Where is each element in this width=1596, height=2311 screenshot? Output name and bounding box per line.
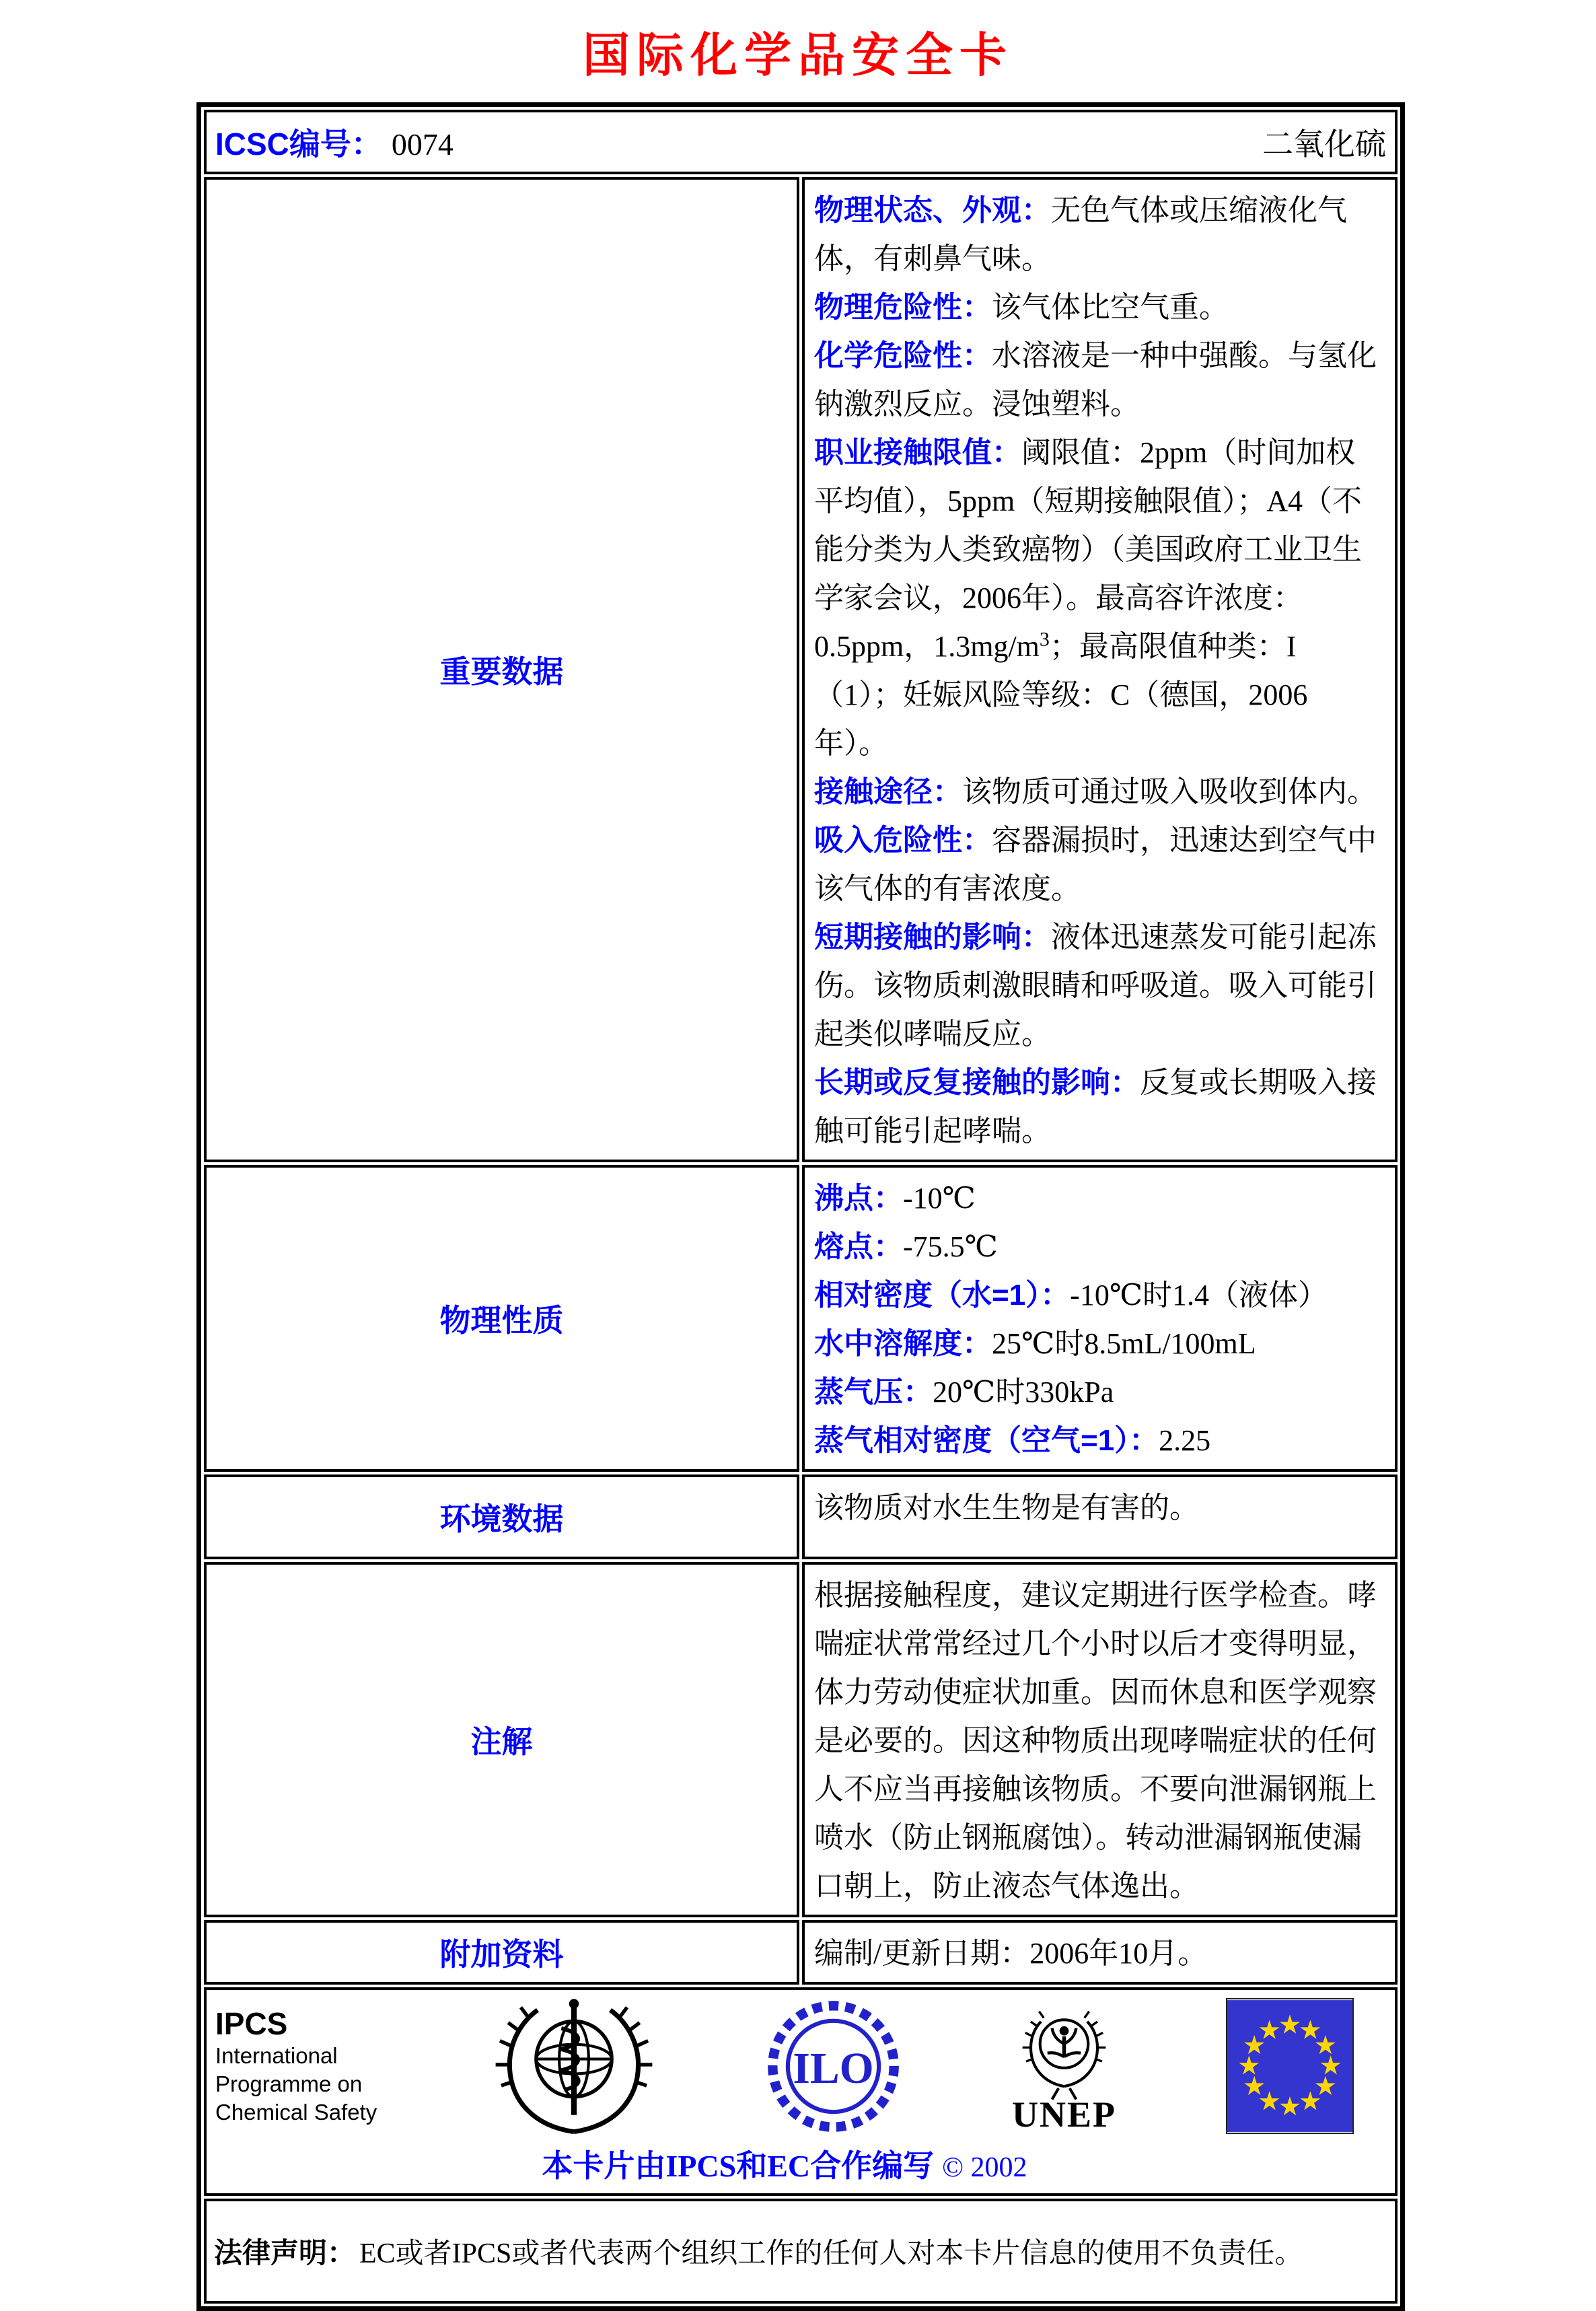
vapor-pressure: 蒸气压：20℃时330kPa xyxy=(814,1376,1114,1409)
unep-word: UNEP xyxy=(1012,2094,1116,2135)
boiling-point: 沸点：-10℃ xyxy=(814,1182,976,1215)
chemical-name: 二氧化硫 xyxy=(1262,127,1386,162)
water-solubility: 水中溶解度：25℃时8.5mL/100mL xyxy=(814,1327,1256,1360)
logos-row xyxy=(204,1987,1398,2196)
melting-point: 熔点：-75.5℃ xyxy=(814,1230,998,1263)
additional-info-text: 编制/更新日期：2006年10月。 xyxy=(814,1937,1208,1970)
ilo-logo-icon xyxy=(764,1997,902,2135)
ipcs-text-block xyxy=(215,2005,384,2127)
environmental-data-text: 该物质对水生生物是有害的。 xyxy=(814,1491,1199,1524)
superscript-3: 3 xyxy=(1039,628,1050,651)
relative-density-water: 相对密度（水=1）：-10℃时1.4（液体） xyxy=(814,1279,1328,1312)
icsc-table xyxy=(196,102,1405,2311)
short-term-effects: 短期接触的影响：液体迅速蒸发可能引起冻伤。该物质刺激眼睛和呼吸道。吸入可能引起类似哮喘反应。 xyxy=(814,921,1377,1051)
credit-line xyxy=(215,2137,1354,2193)
legal-row xyxy=(204,2199,1398,2304)
environmental-data-content xyxy=(802,1474,1398,1559)
ipcs-line-2: Programme on xyxy=(215,2071,363,2096)
exposure-routes: 接触途径：该物质可通过吸入吸收到体内。 xyxy=(814,775,1377,808)
icsc-number-label: ICSC编号： xyxy=(215,127,382,162)
copyright-text: © 2002 xyxy=(942,2152,1027,2183)
vapor-relative-density: 蒸气相对密度（空气=1）：2.25 xyxy=(814,1424,1211,1457)
who-logo-icon xyxy=(490,1995,658,2137)
important-data-content xyxy=(802,177,1398,1162)
ipcs-line-3: Chemical Safety xyxy=(215,2100,377,2125)
legal-notice-text: EC或者IPCS或者代表两个组织工作的任何人对本卡片信息的使用不负责任。 xyxy=(359,2238,1303,2269)
row-label-important-data: 重要数据 xyxy=(204,177,799,1162)
ilo-letters: ILO xyxy=(793,2044,874,2093)
credit-text: 本卡片由IPCS和EC合作编写 xyxy=(542,2149,935,2183)
ipcs-acronym: IPCS xyxy=(215,2006,288,2041)
physical-properties-content xyxy=(802,1165,1398,1472)
row-label-additional-info: 附加资料 xyxy=(204,1920,799,1985)
unep-logo-icon xyxy=(1009,2001,1120,2102)
eu-flag-icon xyxy=(1226,1998,1354,2134)
occupational-exposure-limits: 职业接触限值：阈限值：2ppm（时间加权平均值），5ppm（短期接触限值）；A4（不能分类为人类致癌物）（美国政府工业卫生学家会议，2006年）。最高容许浓度：0.5ppm，$1.3mg/m^3$；最高限值种类：I（1）；妊娠风险等级：C（德国，2006年）。 xyxy=(814,436,1362,760)
physical-hazard: 物理危险性：该气体比空气重。 xyxy=(814,291,1229,324)
long-term-effects: 长期或反复接触的影响：反复或长期吸入接触可能引起哮喘。 xyxy=(814,1066,1377,1147)
row-label-physical-properties: 物理性质 xyxy=(204,1165,799,1472)
additional-info-content xyxy=(802,1920,1398,1985)
icsc-number-value: 0074 xyxy=(391,127,454,162)
notes-text: 根据接触程度，建议定期进行医学检查。哮喘症状常常经过几个小时以后才变得明显，体力劳动使症状加重。因而休息和医学观察是必要的。因这种物质出现哮喘症状的任何人不应当再接触该物质。不要向泄漏钢瓶上喷水（防止钢瓶腐蚀）。转动泄漏钢瓶使漏口朝上，防止液态气体逸出。 xyxy=(814,1579,1377,1903)
chemical-hazard: 化学危险性：水溶液是一种中强酸。与氢化钠激烈反应。浸蚀塑料。 xyxy=(814,339,1377,421)
physical-state-appearance: 物理状态、外观：无色气体或压缩液化气体，有刺鼻气味。 xyxy=(814,194,1347,275)
row-label-environmental-data: 环境数据 xyxy=(204,1474,799,1559)
row-label-notes: 注解 xyxy=(204,1562,799,1917)
icsc-number-group xyxy=(215,120,454,164)
page-title: 国际化学品安全卡 xyxy=(583,30,1013,82)
header-row xyxy=(204,110,1398,174)
ipcs-line-1: International xyxy=(215,2043,338,2068)
inhalation-risk: 吸入危险性：容器漏损时，迅速达到空气中该气体的有害浓度。 xyxy=(814,824,1377,905)
notes-content xyxy=(802,1562,1398,1917)
unep-logo-block xyxy=(1009,2001,1120,2135)
legal-notice-label: 法律声明： xyxy=(214,2237,356,2269)
